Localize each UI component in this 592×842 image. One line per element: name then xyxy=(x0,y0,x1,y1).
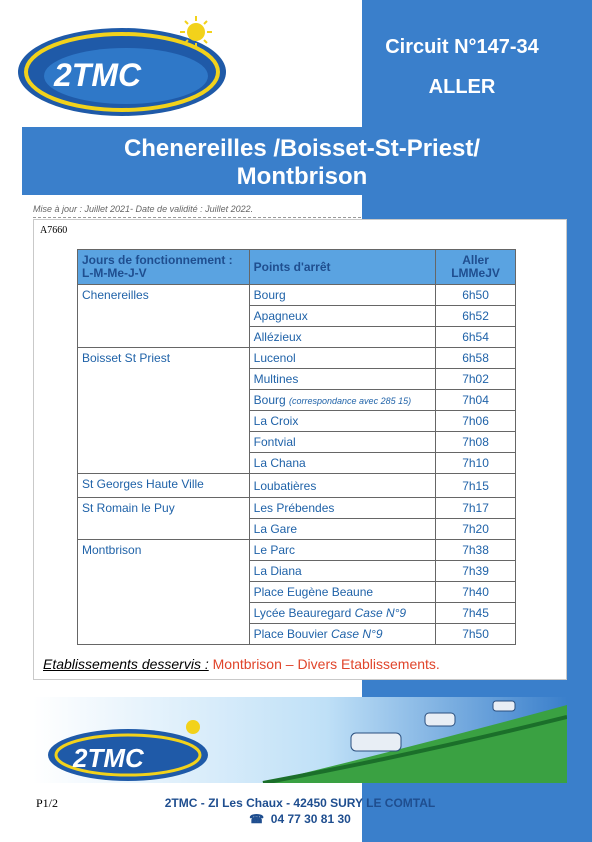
bus-icon-1 xyxy=(351,733,401,751)
stop-cell: La Diana xyxy=(249,561,435,582)
stop-cell: Bourg (correspondance avec 285 15) xyxy=(249,390,435,411)
stop-cell: Lucenol xyxy=(249,348,435,369)
time-cell: 7h08 xyxy=(436,432,516,453)
stop-cell: La Gare xyxy=(249,519,435,540)
commune-cell: Chenereilles xyxy=(78,285,250,348)
table-row xyxy=(78,348,516,369)
commune-cell: St Georges Haute Ville xyxy=(78,474,250,498)
company-phone: ☎ 04 77 30 81 30 xyxy=(249,812,351,826)
time-cell: 7h45 xyxy=(436,603,516,624)
bus-icon-2 xyxy=(425,713,455,726)
svg-text:2TMC: 2TMC xyxy=(54,57,142,93)
table-header-row xyxy=(78,250,516,285)
stop-case-note: Case N°9 xyxy=(354,606,407,620)
header-aller: Aller LMMeJV xyxy=(436,250,516,285)
2tmc-logo xyxy=(14,10,244,122)
stop-cell: La Croix xyxy=(249,411,435,432)
time-cell: 7h02 xyxy=(436,369,516,390)
stop-case-note: Case N°9 xyxy=(331,627,383,641)
stop-cell: Bourg xyxy=(249,285,435,306)
stop-cell: Multines xyxy=(249,369,435,390)
establishments-label: Etablissements desservis : xyxy=(43,656,209,672)
phone-icon: ☎ xyxy=(249,812,265,826)
company-address: 2TMC - ZI Les Chaux - 42450 SURY LE COMTAL xyxy=(164,796,436,810)
sun-icon xyxy=(186,720,200,734)
time-cell: 6h52 xyxy=(436,306,516,327)
stop-cell: Les Prébendes xyxy=(249,498,435,519)
table-row xyxy=(78,498,516,519)
page-number: P1/2 xyxy=(36,796,59,810)
document-code: A7660 xyxy=(40,225,68,236)
stop-cell: Allézieux xyxy=(249,327,435,348)
svg-text:2TMC: 2TMC xyxy=(73,743,144,773)
establishments-line xyxy=(43,656,440,672)
time-cell: 7h10 xyxy=(436,453,516,474)
time-cell: 7h04 xyxy=(436,390,516,411)
schedule-table xyxy=(77,249,516,645)
stop-cell: Le Parc xyxy=(249,540,435,561)
header-stops: Points d'arrêt xyxy=(249,250,435,285)
banner-artwork xyxy=(33,697,567,783)
stop-cell: Apagneux xyxy=(249,306,435,327)
time-cell: 7h06 xyxy=(436,411,516,432)
header-days: Jours de fonctionnement : L-M-Me-J-V xyxy=(78,250,250,285)
stop-cell: Lycée Beauregard Case N°9 xyxy=(249,603,435,624)
footer-banner xyxy=(33,697,567,783)
commune-cell: St Romain le Puy xyxy=(78,498,250,540)
route-title-line2: Montbrison xyxy=(236,163,368,190)
commune-cell: Boisset St Priest xyxy=(78,348,250,474)
time-cell: 6h54 xyxy=(436,327,516,348)
table-row xyxy=(78,540,516,561)
time-cell: 7h20 xyxy=(436,519,516,540)
time-cell: 7h39 xyxy=(436,561,516,582)
time-cell: 7h15 xyxy=(436,474,516,498)
stop-cell: Place Bouvier Case N°9 xyxy=(249,624,435,645)
table-row xyxy=(78,285,516,306)
time-cell: 6h58 xyxy=(436,348,516,369)
update-info: Mise à jour : Juillet 2021- Date de validité : Juillet 2022. xyxy=(33,204,254,214)
stop-cell: Fontvial xyxy=(249,432,435,453)
route-title xyxy=(22,135,582,191)
circuit-number: Circuit N°147-34 xyxy=(385,36,539,58)
dashed-divider xyxy=(33,217,361,218)
stop-cell: Place Eugène Beaune xyxy=(249,582,435,603)
time-cell: 7h40 xyxy=(436,582,516,603)
stop-cell: La Chana xyxy=(249,453,435,474)
stop-note: (correspondance avec 285 15) xyxy=(289,396,412,406)
commune-cell: Montbrison xyxy=(78,540,250,645)
bus-icon-3 xyxy=(493,701,515,711)
establishments-value: Montbrison – Divers Etablissements. xyxy=(208,656,440,672)
table-row xyxy=(78,474,516,498)
route-title-line1: Chenereilles /Boisset-St-Priest/ xyxy=(123,135,481,162)
time-cell: 7h17 xyxy=(436,498,516,519)
direction-label: ALLER xyxy=(428,76,496,98)
time-cell: 7h50 xyxy=(436,624,516,645)
stop-cell: Loubatières xyxy=(249,474,435,498)
time-cell: 7h38 xyxy=(436,540,516,561)
time-cell: 6h50 xyxy=(436,285,516,306)
